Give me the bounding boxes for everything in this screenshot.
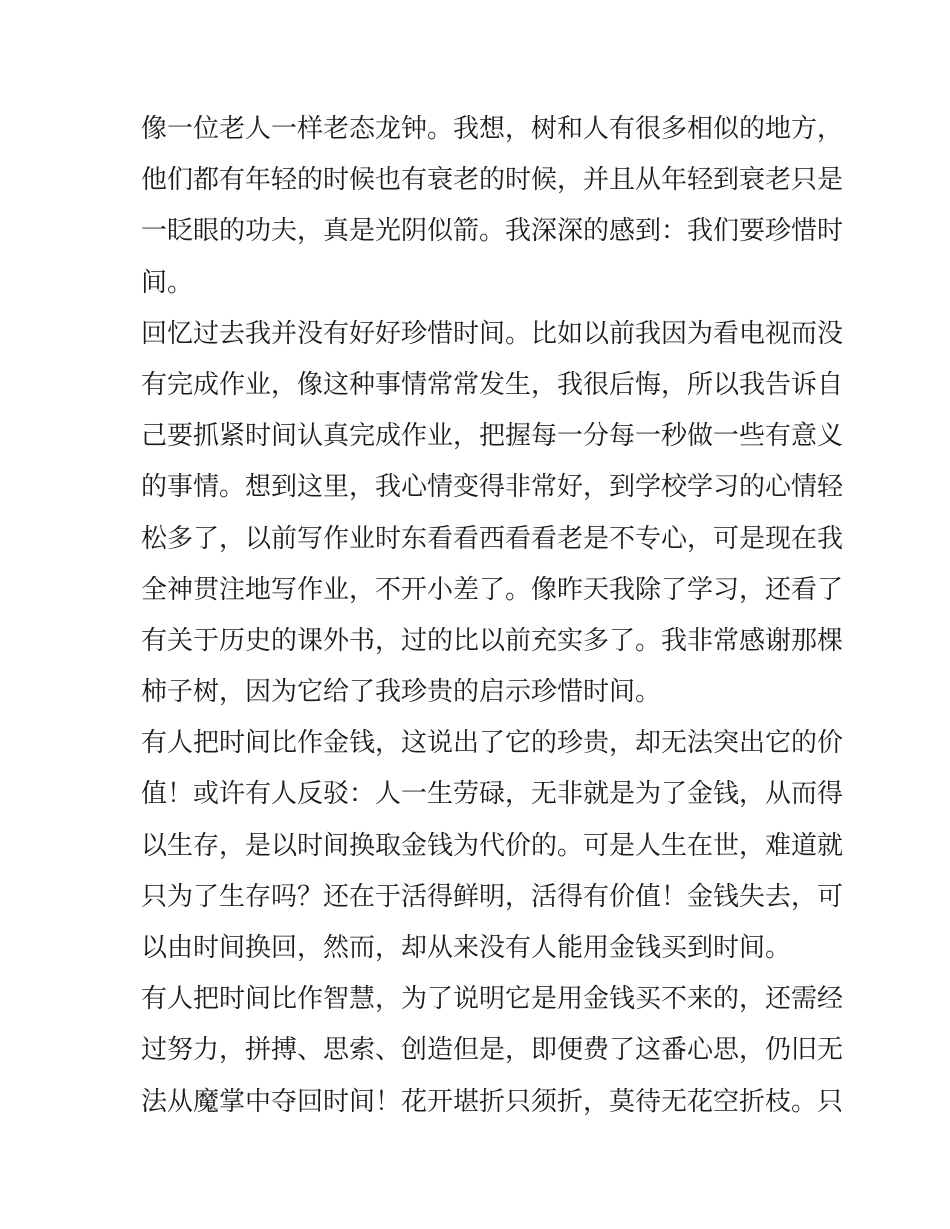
text-line: 法从魔掌中夺回时间！花开堪折只须折，莫待无花空折枝。只 bbox=[141, 1086, 844, 1117]
text-line: 他们都有年轻的时候也有衰老的时候，并且从年轻到衰老只是 bbox=[141, 165, 844, 196]
text-line: 松多了，以前写作业时东看看西看看老是不专心，可是现在我 bbox=[141, 523, 844, 554]
text-line: 的事情。想到这里，我心情变得非常好，到学校学习的心情轻 bbox=[141, 472, 844, 503]
text-line: 值！或许有人反驳：人一生劳碌，无非就是为了金钱，从而得 bbox=[141, 779, 844, 810]
document-body bbox=[141, 104, 844, 1128]
paragraph bbox=[141, 309, 844, 719]
paragraph bbox=[141, 974, 844, 1128]
text-line: 柿子树，因为它给了我珍贵的启示珍惜时间。 bbox=[141, 677, 662, 708]
text-line: 像一位老人一样老态龙钟。我想，树和人有很多相似的地方， bbox=[141, 114, 844, 144]
text-line: 一眨眼的功夫，真是光阴似箭。我深深的感到：我们要珍惜时 bbox=[141, 216, 844, 247]
text-line: 己要抓紧时间认真完成作业，把握每一分每一秒做一些有意义 bbox=[141, 421, 844, 452]
text-line: 回忆过去我并没有好好珍惜时间。比如以前我因为看电视而没 bbox=[141, 318, 844, 349]
text-line: 以由时间换回，然而，却从来没有人能用金钱买到时间。 bbox=[141, 933, 792, 963]
text-line: 有关于历史的课外书，过的比以前充实多了。我非常感谢那棵 bbox=[141, 625, 844, 656]
text-line: 有人把时间比作金钱，这说出了它的珍贵，却无法突出它的价 bbox=[141, 728, 844, 759]
text-line: 间。 bbox=[141, 267, 194, 298]
text-line: 全神贯注地写作业，不开小差了。像昨天我除了学习，还看了 bbox=[141, 574, 844, 605]
text-line: 只为了生存吗？还在于活得鲜明，活得有价值！金钱失去，可 bbox=[141, 881, 844, 912]
text-line: 有人把时间比作智慧，为了说明它是用金钱买不来的，还需经 bbox=[141, 984, 844, 1015]
paragraph bbox=[141, 718, 844, 974]
paragraph bbox=[141, 104, 844, 309]
text-line: 以生存，是以时间换取金钱为代价的。可是人生在世，难道就 bbox=[141, 830, 844, 861]
text-line: 有完成作业，像这种事情常常发生，我很后悔，所以我告诉自 bbox=[141, 369, 844, 400]
text-line: 过努力，拼搏、思索、创造但是，即便费了这番心思，仍旧无 bbox=[141, 1035, 844, 1066]
